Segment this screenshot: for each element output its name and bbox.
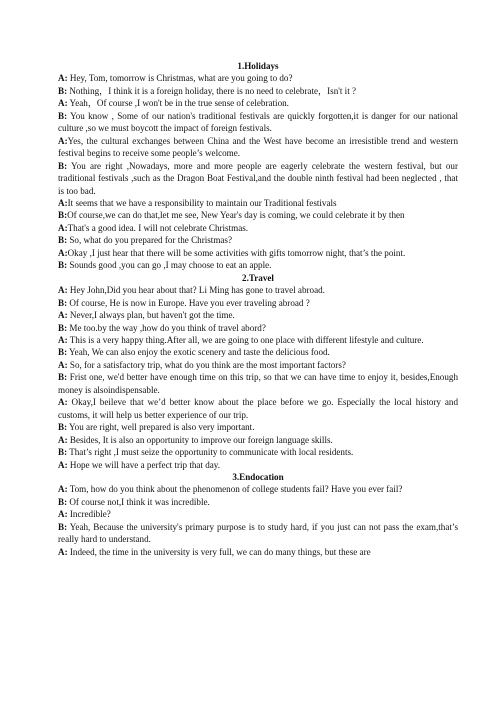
dialogue-line [58, 160, 458, 197]
utterance-text: That’s right ,I must seize the opportunity to communicate with local residents. [67, 447, 354, 458]
utterance-text: Hey, Tom, tomorrow is Christmas, what are you going to do? [67, 73, 293, 84]
speaker-label: B: [58, 85, 68, 96]
utterance-text: This is a very happy thing.After all, we are going to one place with different lifestyle and culture. [67, 334, 424, 345]
utterance-text: Of course not,I think it was incredible. [67, 496, 210, 507]
utterance-text: Nothing，I think it is a foreign holiday, there is no need to celebrate，Isn't it ? [67, 85, 357, 96]
section-title: 1.Holidays [237, 61, 279, 71]
utterance-text: Indeed, the time in the university is very full, we can do many things, but these are [67, 546, 371, 557]
speaker-label: A: [58, 247, 68, 258]
speaker-label: B: [58, 422, 68, 433]
dialogue-line [58, 97, 458, 109]
speaker-label: A: [58, 509, 68, 520]
speaker-label: A: [58, 397, 68, 408]
dialogue-line [58, 222, 458, 234]
dialogue-line [58, 110, 458, 135]
speaker-label: B: [58, 297, 68, 308]
utterance-text: Tom, how do you think about the phenomenon of college students fail? Have you ever fail? [67, 484, 403, 495]
dialogue-line [58, 197, 458, 209]
utterance-text: Yeah, Because the university's primary purpose is to study hard, if you just can not pass the exam,that’s really hard to understand. [58, 521, 458, 545]
speaker-label: B: [58, 110, 68, 121]
utterance-text: Yeah，Of course ,I won't be in the true sense of celebration. [67, 98, 289, 109]
section-title: 3.Endocation [232, 471, 284, 482]
dialogue-line [58, 85, 458, 97]
speaker-label: A: [58, 197, 68, 208]
utterance-text: Me too.by the way ,how do you think of travel abord? [67, 322, 266, 333]
dialogue-line [58, 434, 458, 446]
utterance-text: You are right, well prepared is also very important. [67, 422, 255, 433]
speaker-label: B: [58, 322, 68, 333]
utterance-text: That's a good idea. I will not celebrate Christmas. [67, 222, 249, 233]
speaker-label: A: [58, 334, 68, 345]
speaker-label: A: [58, 73, 68, 84]
utterance-text: Besides, It is also an opportunity to improve our foreign language skills. [67, 434, 333, 445]
utterance-text: Yes, the cultural exchanges between China and the West have become an irresistible trend and western festival begins to receive some people’s welcome. [58, 135, 458, 159]
utterance-text: It seems that we have a responsibility to maintain our Traditional festivals [67, 197, 337, 208]
dialogue-line [58, 297, 458, 309]
speaker-label: A: [58, 98, 68, 109]
utterance-text: Hey John,Did you hear about that? Li Ming has gone to travel abroad. [67, 285, 325, 296]
speaker-label: A: [58, 310, 68, 321]
dialogue-line [58, 521, 458, 546]
utterance-text: Sounds good ,you can go ,I may choose to eat an apple. [67, 260, 272, 271]
speaker-label: A: [58, 434, 68, 445]
dialogue-line [58, 421, 458, 433]
utterance-text: So, what do you prepared for the Christmas? [67, 235, 233, 246]
dialogue-line [58, 483, 458, 495]
dialogue-line [58, 72, 458, 84]
dialogue-line [58, 135, 458, 160]
speaker-label: B: [58, 496, 68, 507]
dialogue-line [58, 396, 458, 421]
dialogue-line [58, 446, 458, 458]
dialogue-line [58, 247, 458, 259]
speaker-label: B: [58, 160, 68, 171]
dialogue-line [58, 284, 458, 296]
dialogue-line [58, 234, 458, 246]
speaker-label: A: [58, 135, 68, 146]
section-title: 2.Travel [242, 272, 274, 283]
utterance-text: Of course,we can do that,let me see, New Year's day is coming, we could celebrate it by then [67, 210, 405, 221]
speaker-label: B: [58, 447, 68, 458]
speaker-label: A: [58, 459, 68, 470]
dialogue-line [58, 359, 458, 371]
speaker-label: B: [58, 210, 68, 221]
speaker-label: B: [58, 521, 68, 532]
utterance-text: Okay,I beileve that we’d better know about the place before we go. Especially the local history and customs, it will help us better experience of our trip. [58, 397, 458, 420]
dialogue-line [58, 334, 458, 346]
speaker-label: B: [58, 347, 68, 358]
utterance-text: Frist one, we'd better have enough time on this trip, so that we can have time to enjoy it, besides,Enough money is alsoindispensable. [58, 372, 458, 395]
utterance-text: Okay ,I just hear that there will be some activities with gifts tomorrow night, that’s the point. [67, 247, 406, 258]
dialogue-line [58, 546, 458, 558]
speaker-label: B: [58, 235, 68, 246]
speaker-label: A: [58, 546, 68, 557]
dialogue-line [58, 309, 458, 321]
speaker-label: A: [58, 484, 68, 495]
dialogue-line [58, 346, 458, 358]
utterance-text: So, for a satisfactory trip, what do you think are the most important factors? [67, 359, 346, 370]
utterance-text: Incredible? [67, 509, 111, 520]
speaker-label: B: [58, 372, 68, 383]
dialogue-line [58, 259, 458, 271]
dialogue-line [58, 209, 458, 221]
speaker-label: A: [58, 359, 68, 370]
speaker-label: A: [58, 222, 68, 233]
utterance-text: Never,I always plan, but haven't got the time. [67, 310, 235, 321]
utterance-text: Of course, He is now in Europe. Have you ever traveling abroad ? [67, 297, 310, 308]
utterance-text: You know , Some of our nation's traditional festivals are quickly forgotten,it is danger for our national culture ,so we must boycott the impact of foreign festivals. [58, 110, 458, 134]
dialogue-line [58, 371, 458, 396]
utterance-text: Yeah, We can also enjoy the exotic scenery and taste the delicious food. [67, 347, 330, 358]
speaker-label: B: [58, 260, 68, 271]
dialogue-line [58, 496, 458, 508]
speaker-label: A: [58, 285, 68, 296]
utterance-text: You are right ,Nowadays, more and more people are eagerly celebrate the western festival, but our traditional festivals ,such as the Dragon Boat Festival,and the double ninth festival had been neglected , that is too bad. [58, 160, 458, 196]
utterance-text: Hope we will have a perfect trip that day. [67, 459, 221, 470]
dialogue-line [58, 508, 458, 520]
dialogue-line [58, 459, 458, 471]
dialogue-line [58, 322, 458, 334]
